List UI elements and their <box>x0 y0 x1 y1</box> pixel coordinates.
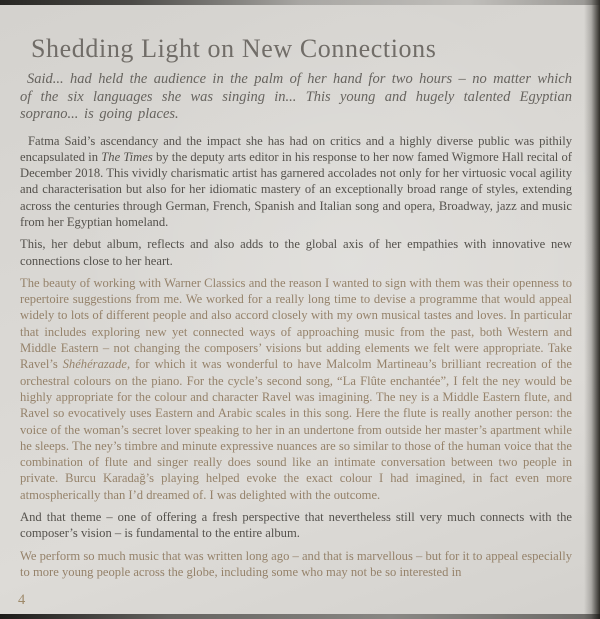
photo-edge-bottom <box>0 614 600 619</box>
artist-quote-paragraph-2: We perform so much music that was written long ago – and that is marvellous – but for it to appeal especially to more young people across the globe, including some who may not be so interested in <box>20 548 572 579</box>
photo-edge-right <box>584 0 600 619</box>
body-paragraph-3: And that theme – one of offering a fresh perspective that nevertheless still very much connects with the composer’s vision – is fundamental to the entire album. <box>20 510 572 541</box>
body-paragraph-1: Fatma Said’s ascendancy and the impact she has had on critics and a highly diverse public was pithily encapsulated in The Times by the deputy arts editor in his response to her now famed Wigmore Hall recital of December 2018. This vividly charismatic artist has garnered accolades not only for her virtuosic vocal agility and characterisation but also for her idiomatic mastery of an exceptionally broad range of styles, extending across the centuries through German, French, Spanish and Italian song and opera, Broadway, jazz and music from her Egyptian homeland. <box>20 133 572 229</box>
photo-edge-top <box>0 0 600 5</box>
page-number: 4 <box>18 592 26 608</box>
press-quote-intro: Said... had held the audience in the palm of her hand for two hours – no matter which of the six languages she was singing in... This young and hugely talented Egyptian soprano... is going places. <box>20 71 572 122</box>
body-paragraph-2: This, her debut album, reflects and also adds to the global axis of her empathies with innovative new connections close to her heart. <box>20 237 572 268</box>
page-content <box>20 34 572 586</box>
page-title: Shedding Light on New Connections <box>31 34 437 63</box>
artist-quote-paragraph-1: The beauty of working with Warner Classics and the reason I wanted to sign with them was their openness to repertoire suggestions from me. We worked for a really long time to devise a programme that would appeal widely to lots of different people and also accord closely with my own musical tastes and loves. In particular that includes exploring new yet connected ways of approaching music from the past, both Western and Middle Eastern – not changing the composers’ visions but adding elements we felt were appropriate. Take Ravel’s Shéhérazade, for which it was wonderful to have Malcolm Martineau’s brilliant recreation of the orchestral colours on the piano. For the cycle’s second song, “La Flûte enchantée”, I felt the ney would be highly appropriate for the colour and character Ravel was imagining. The ney is a Middle Eastern flute, and Ravel so evocatively uses Eastern and Arabic scales in this song. Here the flute is really another person: the voice of the woman’s secret lover speaking to her in an undertone from outside her master’s apartment while he sleeps. The ney’s timbre and minute expressive nuances are so similar to those of the human voice that the combination of flute and singer really does sound like an intimate conversation between two people in private. Burcu Karadağ’s playing helped evoke the exact colour I had imagined, in fact even more atmospherically than I’d dreamed of. I was delighted with the outcome. <box>20 275 572 502</box>
